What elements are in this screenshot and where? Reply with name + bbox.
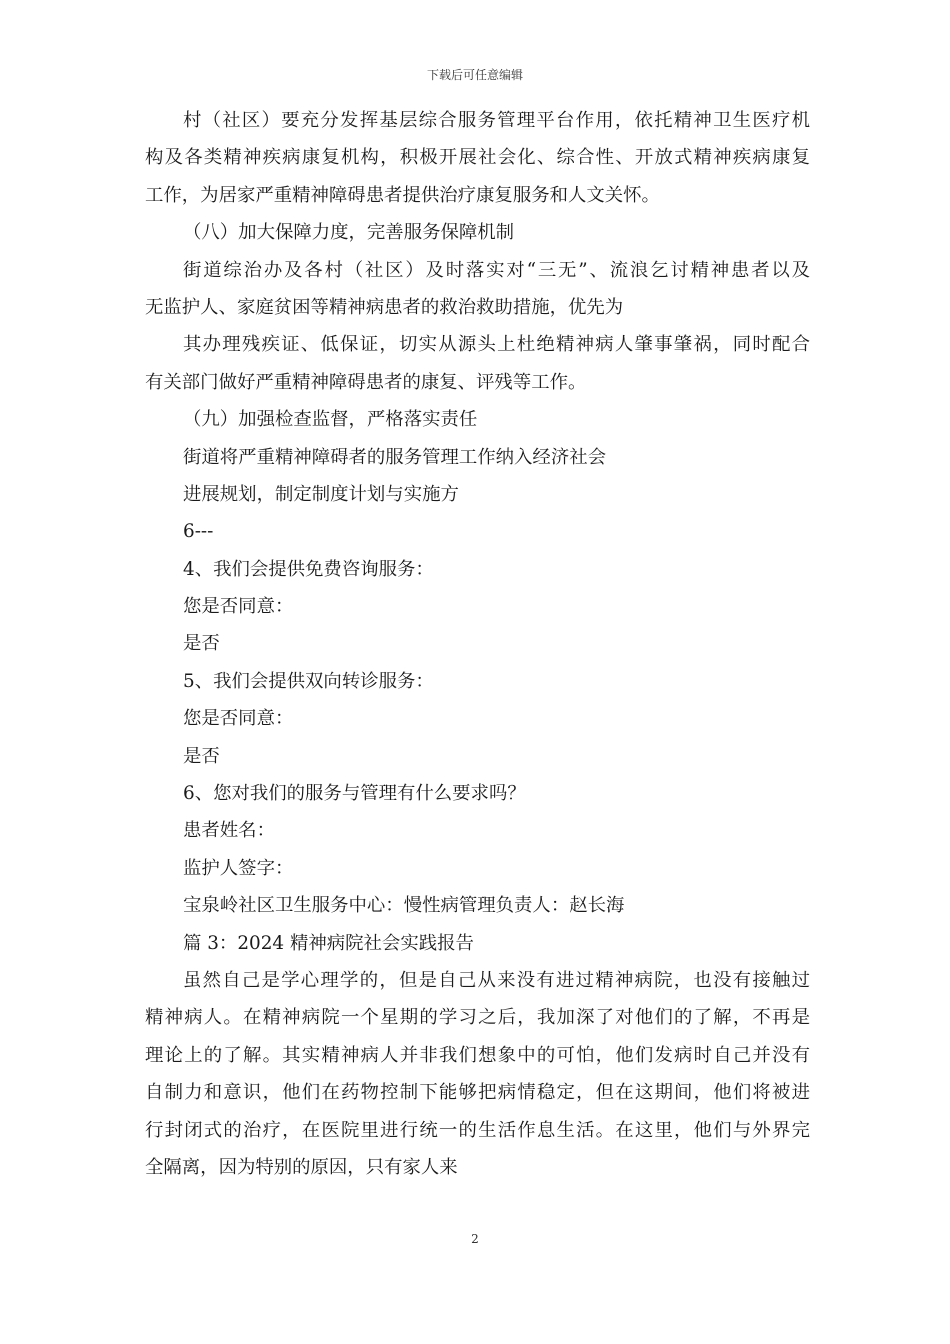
text-line: 精神病人。在精神病院一个星期的学习之后，我加深了对他们的了解，不再是 <box>145 1007 810 1029</box>
text-line: 无监护人、家庭贫困等精神病患者的救治救助措施，优先为 <box>145 296 624 318</box>
section-heading: （九）加强检查监督，严格落实责任 <box>183 409 478 431</box>
text-line: 6--- <box>183 521 214 543</box>
text-line: 全隔离，因为特别的原因，只有家人来 <box>145 1156 458 1178</box>
text-line: 自制力和意识，他们在药物控制下能够把病情稳定，但在这期间，他们将被进 <box>145 1082 810 1104</box>
text-line: 街道综治办及各村（社区）及时落实对“三无”、流浪乞讨精神患者以及 <box>183 259 810 281</box>
page-header: 下载后可任意编辑 <box>426 68 523 82</box>
form-field-label: 患者姓名： <box>183 820 275 842</box>
text-line: 进展规划，制定制度计划与实施方 <box>183 483 459 505</box>
question-prompt: 您是否同意： <box>183 708 294 730</box>
document-body <box>145 102 810 1186</box>
article-title: 篇 3：2024 精神病院社会实践报告 <box>183 932 474 954</box>
organization-line: 宝泉岭社区卫生服务中心：慢性病管理负责人：赵长海 <box>183 895 625 917</box>
text-line: 有关部门做好严重精神障碍患者的康复、评残等工作。 <box>145 371 587 393</box>
question-prompt: 您是否同意： <box>183 596 294 618</box>
text-line: 村（社区）要充分发挥基层综合服务管理平台作用，依托精神卫生医疗机 <box>183 110 810 131</box>
text-line: 理论上的了解。其实精神病人并非我们想象中的可怕，他们发病时自己并没有 <box>145 1044 810 1066</box>
answer-options: 是否 <box>183 633 220 655</box>
question-item: 4、我们会提供免费咨询服务： <box>183 558 434 580</box>
section-heading: （八）加大保障力度，完善服务保障机制 <box>183 222 515 244</box>
text-line: 其办理残疾证、低保证，切实从源头上杜绝精神病人肇事肇祸，同时配合 <box>183 334 810 356</box>
answer-options: 是否 <box>183 745 220 767</box>
text-line: 构及各类精神疾病康复机构，积极开展社会化、综合性、开放式精神疾病康复 <box>145 147 810 169</box>
text-line: 行封闭式的治疗，在医院里进行统一的生活作息生活。在这里，他们与外界完 <box>145 1119 810 1141</box>
question-item: 6、您对我们的服务与管理有什么要求吗？ <box>183 783 526 805</box>
question-item: 5、我们会提供双向转诊服务： <box>183 670 434 692</box>
text-line: 虽然自己是学心理学的，但是自己从来没有进过精神病院，也没有接触过 <box>183 969 810 991</box>
form-field-label: 监护人签字： <box>183 857 294 879</box>
text-line: 街道将严重精神障碍者的服务管理工作纳入经济社会 <box>183 446 606 468</box>
page-number: 2 <box>471 1232 479 1246</box>
text-line: 工作，为居家严重精神障碍患者提供治疗康复服务和人文关怀。 <box>145 184 660 206</box>
